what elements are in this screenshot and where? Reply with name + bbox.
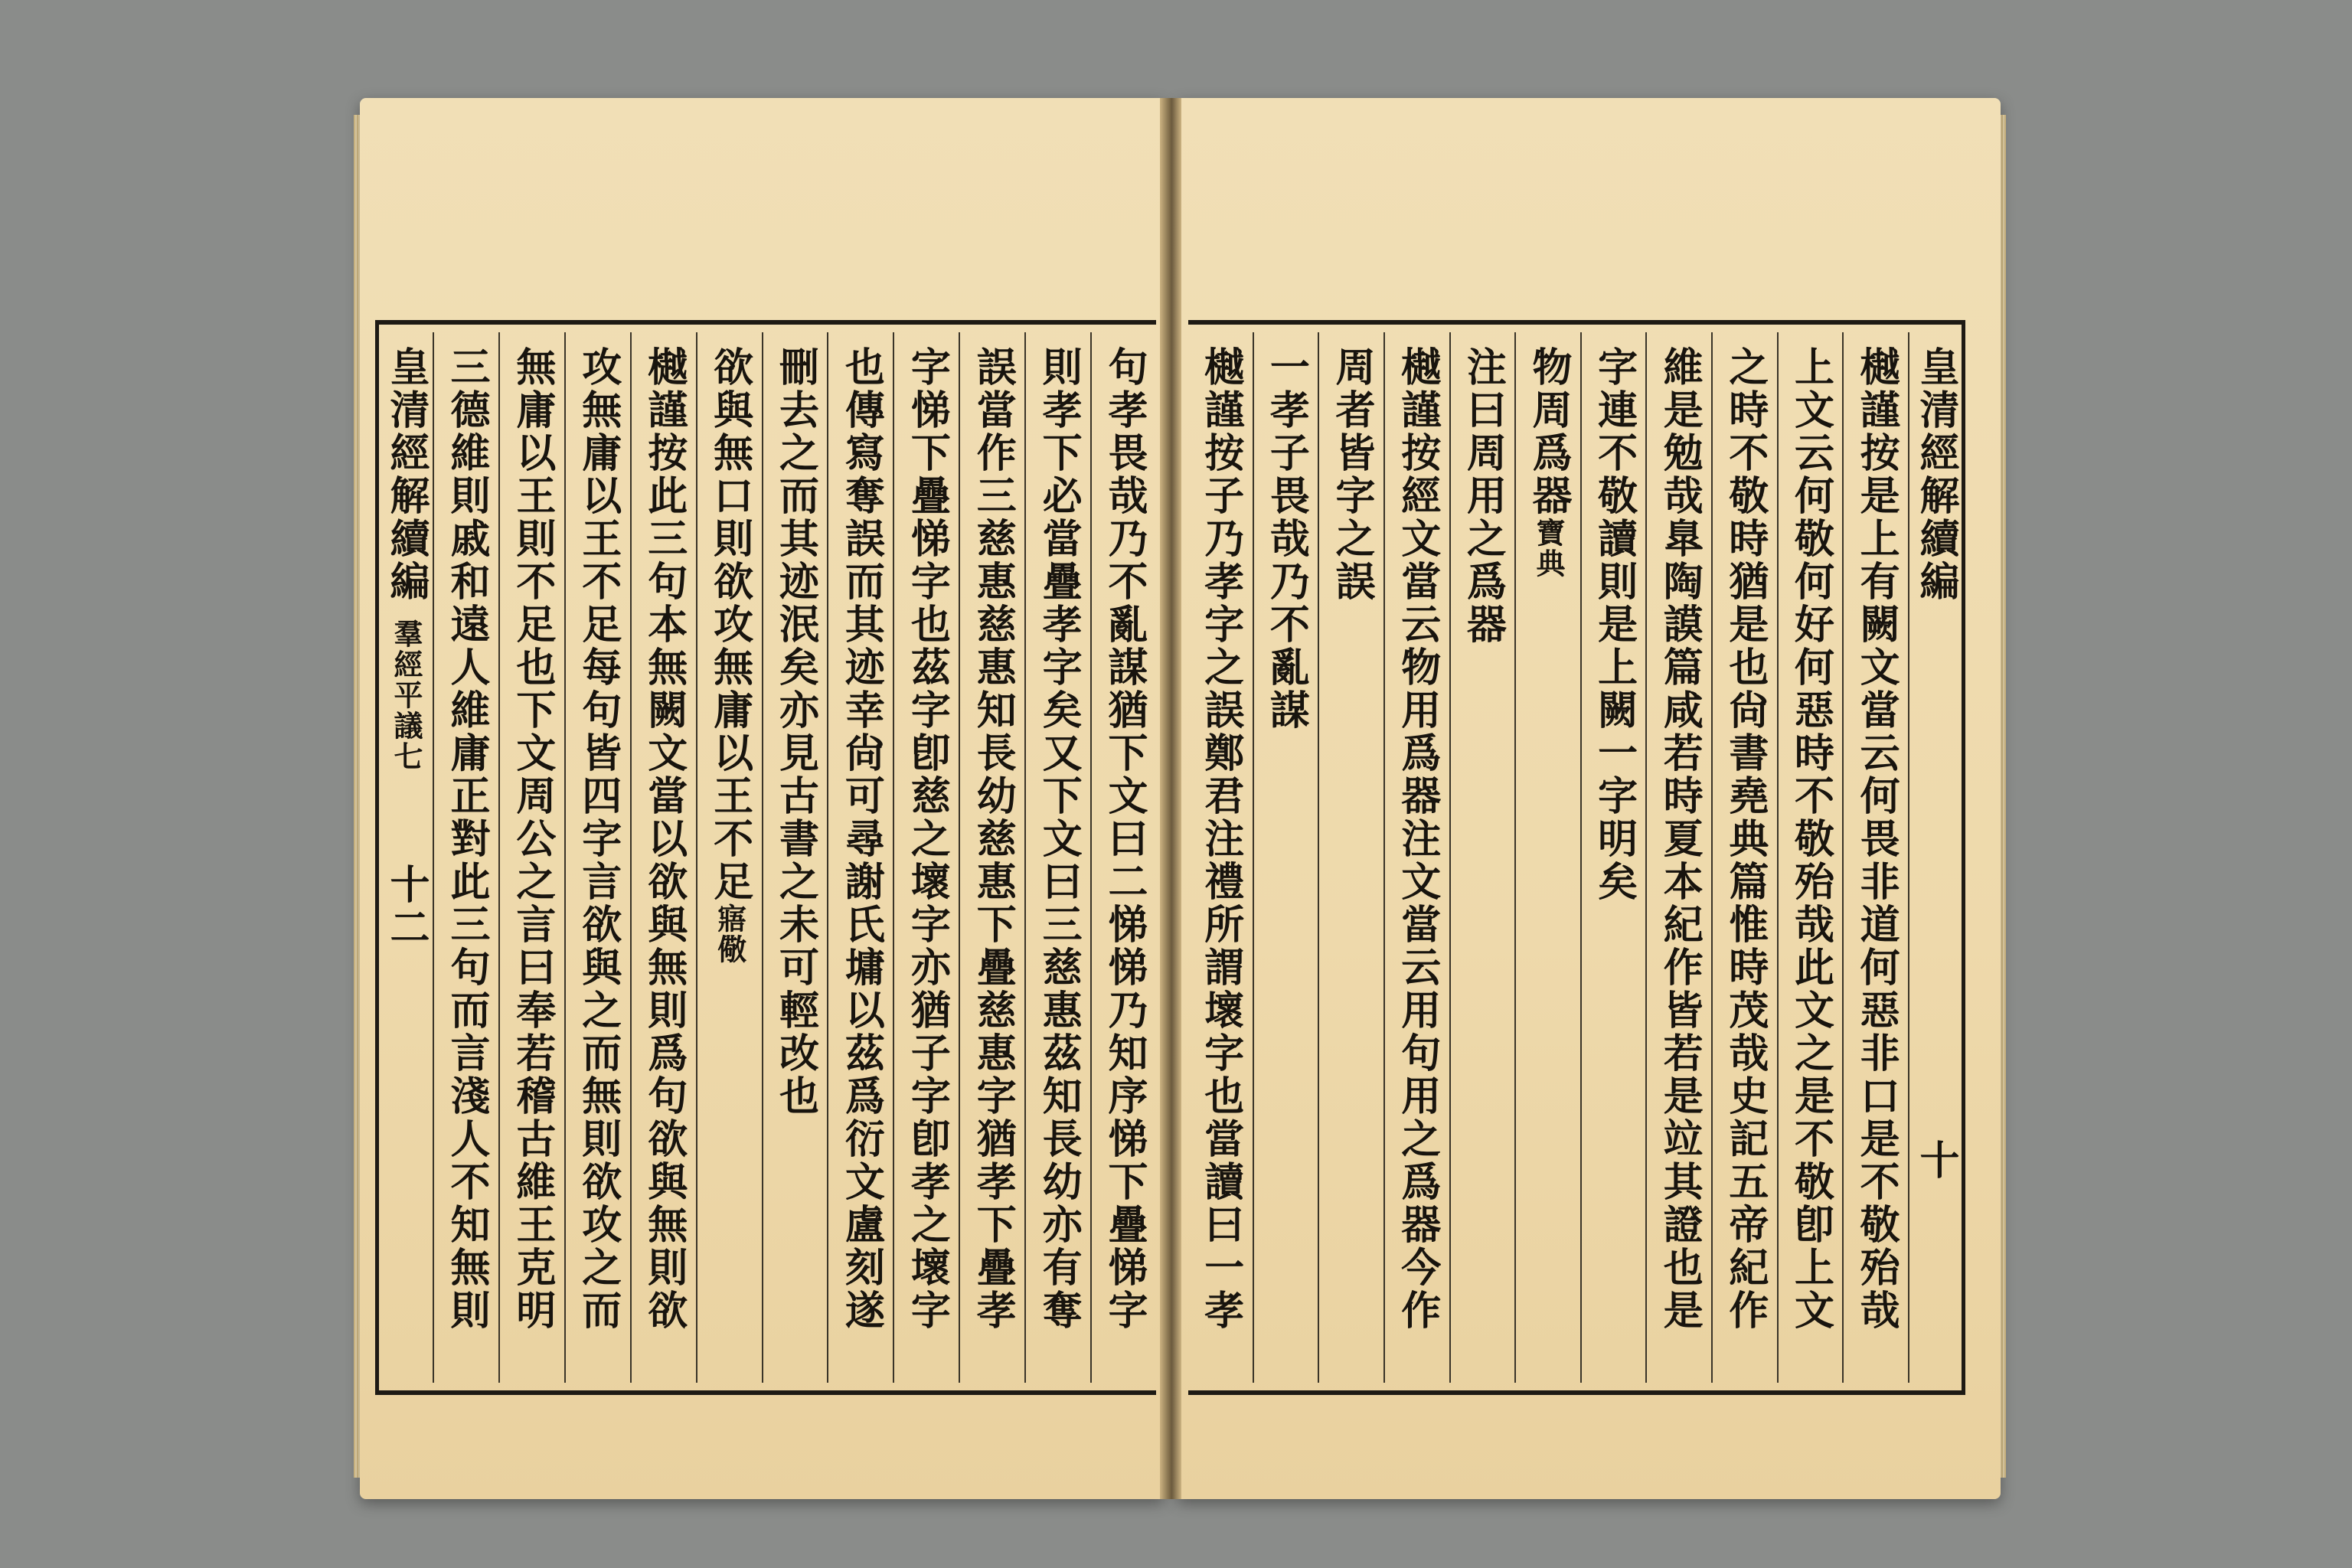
- right-text-frame: [1188, 320, 1965, 1395]
- text-column: [1711, 332, 1777, 1383]
- text-column: [1188, 332, 1253, 1383]
- column-text: 刪去之而其迹泯矣亦見古書之未可輕改也: [772, 346, 819, 1118]
- text-column: [696, 332, 762, 1383]
- text-column: [564, 332, 630, 1383]
- small-note: 寤儆: [712, 903, 747, 965]
- column-text: 字悌下疊悌字也茲字卽慈之壞字亦猶子字卽孝之壞字: [903, 346, 951, 1332]
- text-column: [1645, 332, 1711, 1383]
- margin-column: [379, 332, 433, 1383]
- leaf-number: 十: [1913, 1139, 1959, 1182]
- column-text: 字連不敬讀則是上闕一字明矣: [1590, 346, 1638, 903]
- text-column: [1777, 332, 1843, 1383]
- text-column: [433, 332, 498, 1383]
- column-text: 注曰周用之爲器: [1459, 346, 1507, 646]
- column-text: 攻無庸以王不足每句皆四字言欲與之而無則欲攻之而: [574, 346, 622, 1332]
- text-column: [893, 332, 959, 1383]
- chapter-title: 羣經平議七: [389, 619, 424, 772]
- column-text: 樾謹按是上有闕文當云何畏非道何惡非口是不敬殆哉: [1853, 346, 1900, 1332]
- text-column: [1253, 332, 1318, 1383]
- column-text: 樾謹按經文當云物用爲器注文當云用句用之爲器今作: [1393, 346, 1441, 1332]
- text-column: [498, 332, 564, 1383]
- book-title: 皇清經解續編: [1913, 346, 1959, 603]
- book-gutter: [1160, 98, 1181, 1499]
- column-text: 誤當作三慈惠慈惠知長幼慈惠下疊慈惠字猶孝下疊孝: [969, 346, 1017, 1332]
- text-column: [630, 332, 696, 1383]
- column-text: 欲與無口則欲攻無庸以王不足: [706, 346, 753, 903]
- column-text: 物周爲器: [1524, 346, 1572, 518]
- left-text-frame: [375, 320, 1156, 1395]
- book-title: 皇清經解續編: [383, 346, 430, 603]
- column-text: 三德維則戚和遠人維庸正對此三句而言淺人不知無則: [443, 346, 490, 1332]
- text-column: [1580, 332, 1646, 1383]
- text-column: [1024, 332, 1090, 1383]
- column-text: 句孝畏哉乃不亂謀猶下文曰二悌悌乃知序悌下疊悌字: [1101, 346, 1148, 1332]
- column-text: 維是勉哉臯陶謨篇咸若時夏本紀作皆若是竝其證也是: [1656, 346, 1704, 1332]
- text-column: [1449, 332, 1515, 1383]
- left-columns: [379, 332, 1156, 1383]
- leaf-number: 十二: [383, 864, 430, 949]
- text-column: [827, 332, 893, 1383]
- text-column: [1514, 332, 1580, 1383]
- margin-column: [1908, 332, 1962, 1383]
- text-column: [762, 332, 828, 1383]
- small-note: 寶典: [1530, 518, 1566, 579]
- text-column: [1318, 332, 1383, 1383]
- column-text: 也傳寫奪誤而其迹幸尙可尋謝氏墉以茲爲衍文盧刻遂: [838, 346, 885, 1332]
- text-column: [1383, 332, 1449, 1383]
- column-text: 樾謹按此三句本無闕文當以欲與無則爲句欲與無則欲: [640, 346, 688, 1332]
- column-text: 周者皆字之誤: [1328, 346, 1376, 603]
- column-text: 樾謹按子乃孝字之誤鄭君注禮所謂壞字也當讀曰一孝: [1197, 346, 1244, 1332]
- text-column: [1842, 332, 1908, 1383]
- column-text: 無庸以王則不足也下文周公之言曰奉若稽古維王克明: [508, 346, 556, 1332]
- column-text: 上文云何敬何好何惡時不敬殆哉此文之是不敬卽上文: [1787, 346, 1834, 1332]
- column-text: 則孝下必當疊孝字矣又下文曰三慈惠茲知長幼亦有奪: [1035, 346, 1083, 1332]
- text-column: [959, 332, 1024, 1383]
- text-column: [1090, 332, 1156, 1383]
- column-text: 一孝子畏哉乃不亂謀: [1263, 346, 1310, 732]
- right-columns: [1188, 332, 1962, 1383]
- column-text: 之時不敬時猶是也尙書堯典篇惟時茂哉史記五帝紀作: [1721, 346, 1769, 1332]
